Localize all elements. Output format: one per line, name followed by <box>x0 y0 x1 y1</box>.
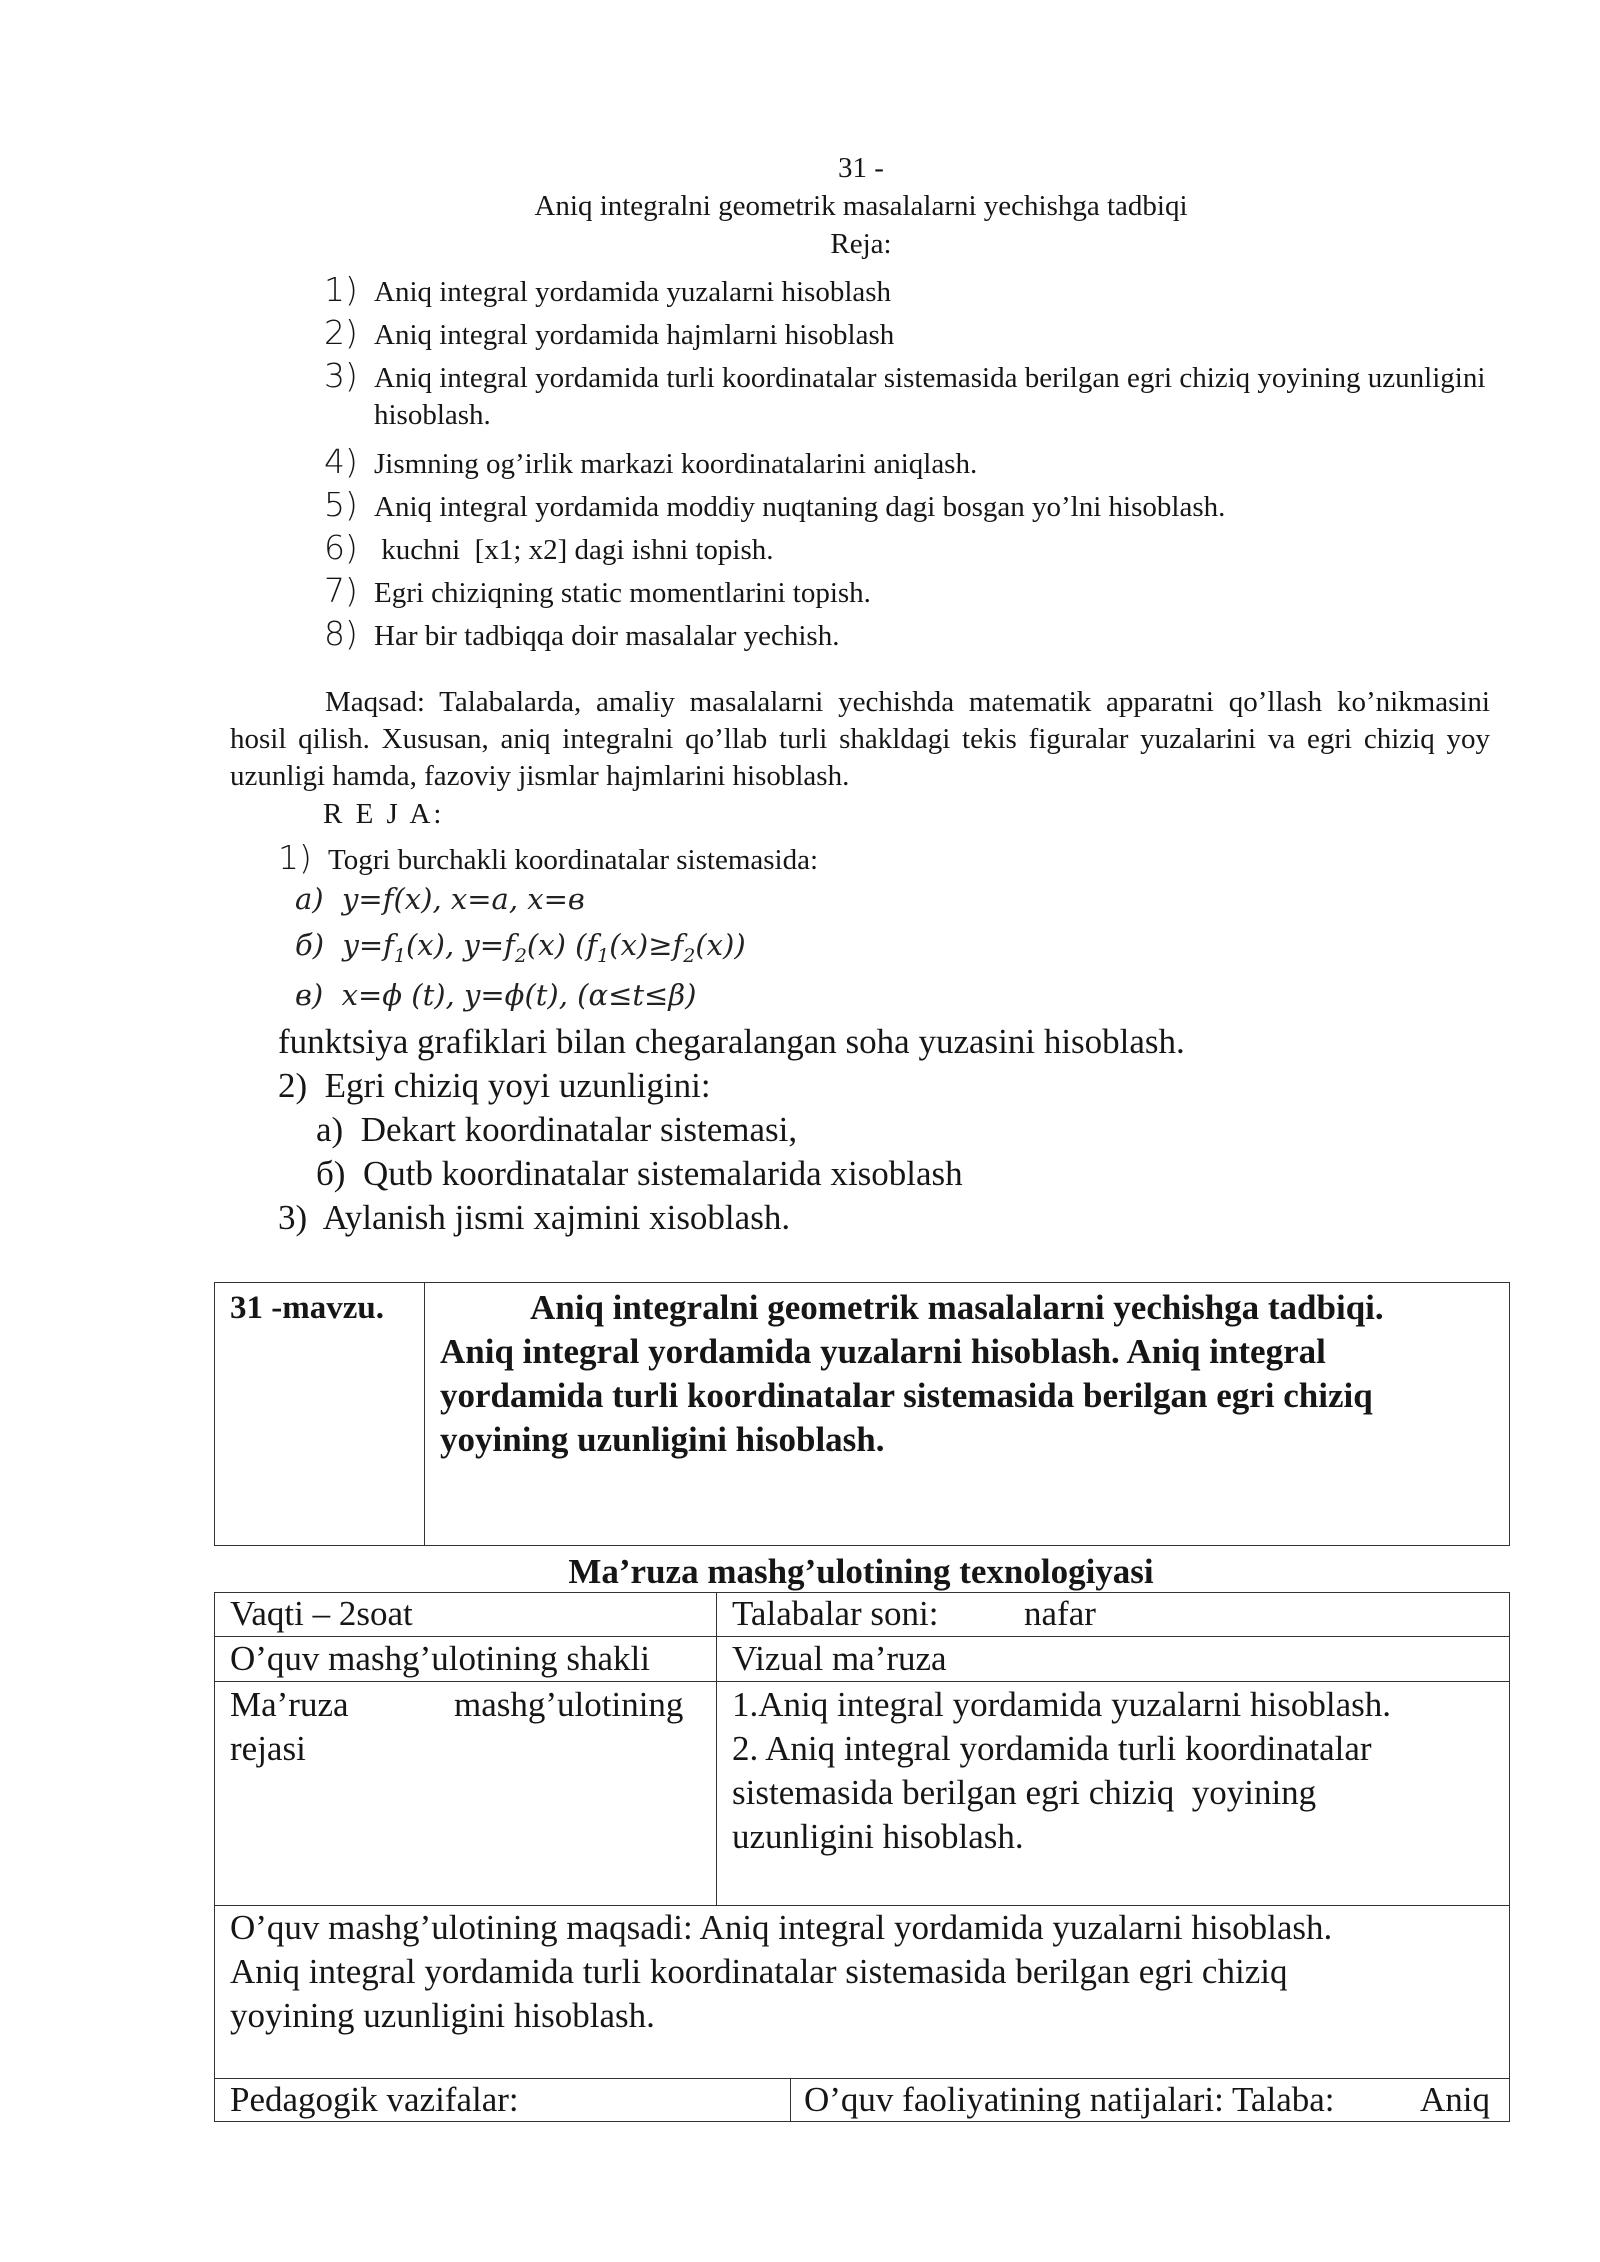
math-expression-part: y=f <box>342 928 394 962</box>
plan-item <box>324 569 1504 612</box>
math-expression-part: (x) (f <box>526 928 598 962</box>
math-expression: y=f(x), x=a, x=в <box>342 882 585 916</box>
goal-cell-line-2: Aniq integral yordamida turli koordinatalar sistemasida berilgan egri chiziq <box>230 1952 1288 1991</box>
reja-item-text: Togri burchakli koordinatalar sistemasida: <box>328 844 819 876</box>
goal-cell-line-1: O’quv mashg’ulotining maqsadi: Aniq integral yordamida yuzalarni hisoblash. <box>230 1908 1333 1947</box>
topic-line-2: Aniq integral yordamida yuzalarni hisoblash. Aniq integral <box>440 1332 1326 1371</box>
plan-item-number: 6) <box>324 528 358 567</box>
tech-col-divider <box>716 1592 717 1905</box>
math-expression-part: (x), y=f <box>405 928 515 962</box>
plan-item-text: Aniq integral yordamida turli koordinatalar sistemasida berilgan egri chiziq yoyining uzunligini hisoblash. <box>374 362 1486 431</box>
page-number: 31 - <box>838 152 884 184</box>
plan-item-number: 1) <box>324 270 358 309</box>
tech-row-divider <box>214 1681 1510 1682</box>
plan-cell-line-3: sistemasida berilgan egri chiziq yoyining <box>732 1773 1317 1812</box>
plan-cell-line-2: 2. Aniq integral yordamida turli koordinatalar <box>732 1729 1372 1768</box>
plan-item-text: Aniq integral yordamida moddiy nuqtaning dagi bosgan yo’lni hisoblash. <box>374 491 1226 523</box>
reja-item-2: 2) Egri chiziq yoyi uzunligini: <box>278 1066 711 1105</box>
math-line-c <box>295 978 696 1012</box>
math-label: в) <box>295 978 324 1012</box>
math-expression-part: (x)) <box>695 928 746 962</box>
pedagogic-tasks-label: Pedagogik vazifalar: <box>230 2080 519 2119</box>
topic-label: 31 -mavzu. <box>230 1290 384 1326</box>
plan-item-number: 5) <box>324 485 358 524</box>
document-title: Aniq integralni geometrik masalalarni yechishga tadbiqi <box>534 190 1188 222</box>
plan-item-number: 4) <box>324 442 358 481</box>
results-tail: Aniq <box>1420 2080 1490 2119</box>
tech-table-title: Ma’ruza mashg’ulotining texnologiyasi <box>568 1552 1154 1591</box>
reja-item-1 <box>278 838 818 877</box>
math-subscript: 2 <box>514 944 527 967</box>
plan-item-text: Har bir tadbiqqa doir masalalar yechish. <box>374 620 840 652</box>
plan-label-word-2: mashg’ulotining <box>454 1685 684 1724</box>
topic-line-3: yordamida turli koordinatalar sistemasida berilgan egri chiziq <box>440 1376 1373 1415</box>
results-label: O’quv faoliyatining natijalari: Talaba: <box>804 2080 1335 2119</box>
tech-col-divider <box>790 2078 791 2122</box>
math-line-b <box>295 928 746 967</box>
plan-item <box>324 483 1504 526</box>
math-label: б) <box>295 928 325 962</box>
form-label: O’quv mashg’ulotining shakli <box>230 1639 650 1678</box>
topic-table-divider <box>424 1282 425 1546</box>
reja-item-2a: а) Dekart koordinatalar sistemasi, <box>316 1110 798 1149</box>
form-value: Vizual ma’ruza <box>732 1639 947 1678</box>
plan-item-number: 8) <box>324 614 358 653</box>
goal-cell-line-3: yoyining uzunligini hisoblash. <box>230 1996 655 2035</box>
math-subscript: 2 <box>683 944 696 967</box>
math-expression-part: (x)≥f <box>609 928 684 962</box>
plan-item-number: 3) <box>324 356 358 395</box>
topic-line-1: Aniq integralni geometrik masalalarni yechishga tadbiqi. <box>530 1288 1384 1327</box>
plan-list <box>324 268 1504 655</box>
time-cell: Vaqti – 2soat <box>230 1594 413 1633</box>
plan-item-text: Egri chiziqning static momentlarini topish. <box>374 577 871 609</box>
math-subscript: 1 <box>393 944 406 967</box>
plan-cell-line-4: uzunligini hisoblash. <box>732 1817 1024 1856</box>
plan-label-word-3: rejasi <box>230 1729 306 1768</box>
plan-item <box>324 612 1504 655</box>
plan-item <box>324 268 1504 311</box>
students-label: Talabalar soni: <box>732 1594 939 1633</box>
reja-item-number: 1) <box>278 838 312 877</box>
plan-item <box>324 354 1504 434</box>
plan-item-text: Aniq integral yordamida yuzalarni hisoblash <box>374 276 892 308</box>
math-line-a <box>295 882 585 916</box>
plan-item <box>324 311 1504 354</box>
reja-item-3: 3) Aylanish jismi xajmini xisoblash. <box>278 1198 791 1237</box>
students-unit: nafar <box>1024 1594 1096 1633</box>
math-expression: x=ϕ (t), y=ϕ(t), (α≤t≤β) <box>341 978 697 1012</box>
plan-cell-line-1: 1.Aniq integral yordamida yuzalarni hisoblash. <box>732 1685 1392 1724</box>
reja-item-2b: б) Qutb koordinatalar sistemalarida xisoblash <box>316 1154 963 1193</box>
plan-item <box>324 440 1504 483</box>
plan-item-number: 7) <box>324 571 358 610</box>
plan-item-text: kuchni [x1; x2] dagi ishni topish. <box>374 534 774 566</box>
math-subscript: 1 <box>597 944 610 967</box>
topic-line-4: yoyining uzunligini hisoblash. <box>440 1420 885 1459</box>
plan-item-number: 2) <box>324 313 358 352</box>
funktsiya-line: funktsiya grafiklari bilan chegaralangan soha yuzasini hisoblash. <box>278 1022 1185 1061</box>
plan-label-word-1: Ma’ruza <box>230 1685 349 1724</box>
goal-paragraph: Maqsad: Talabalarda, amaliy masalalarni yechishda matematik apparatni qo’llash ko’nikmasini hosil qilish. Xususan, aniq integralni qo’llab turli shakldagi tekis figuralar yuzalarini va egri chiziq yoy uzunligi hamda, fazoviy jismlar hajmlarini hisoblash. <box>230 686 1490 792</box>
math-label: а) <box>295 882 324 916</box>
plan-item <box>324 526 1504 569</box>
plan-heading: Reja: <box>830 228 892 260</box>
reja-heading: R E J A: <box>323 798 445 830</box>
plan-item-text: Aniq integral yordamida hajmlarni hisoblash <box>374 319 895 351</box>
plan-item-text: Jismning og’irlik markazi koordinatalarini aniqlash. <box>374 448 978 480</box>
